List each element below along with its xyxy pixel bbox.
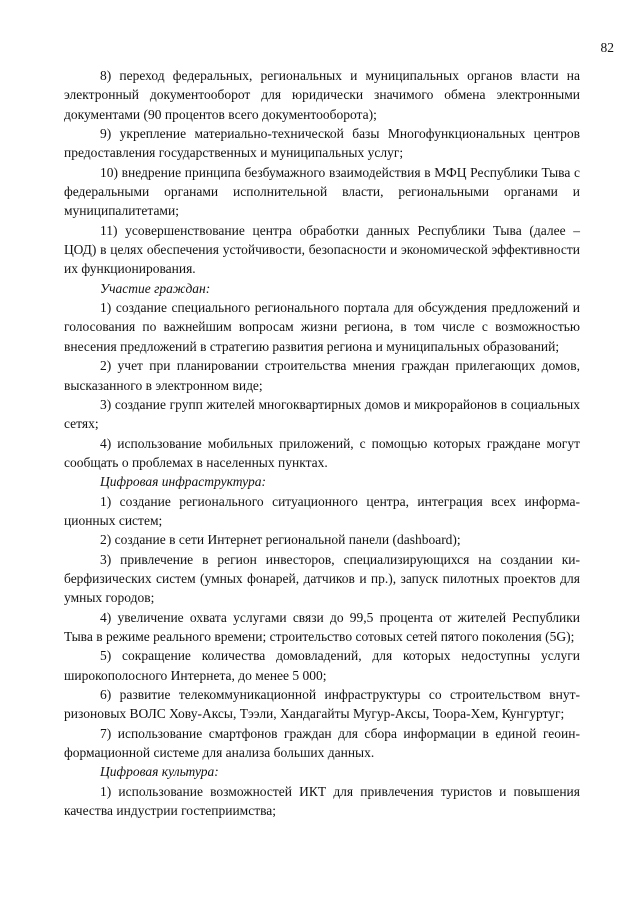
section-heading-digital-infrastructure: Цифровая инфраструктура: — [100, 474, 266, 490]
list-item: 6) развитие телекоммуникационной инфраструктуры со строительством внутризоновых ВОЛС Хову-Аксы, Тээли, Хандагайты Мугур-Аксы, Тоора-Хем, Кунгуртуг; — [64, 687, 580, 722]
list-item: 4) использование мобильных приложений, с помощью которых граждане могут сообщать о проблемах в населенных пунктах. — [64, 435, 580, 470]
page-number: 82 — [600, 40, 614, 55]
list-item: 2) учет при планировании строительства мнения граждан прилегающих домов, высказанного в электронном виде; — [64, 358, 580, 393]
list-item: 9) укрепление материально-технической базы Многофункциональных центров предоставления государственных и муниципальных услуг; — [64, 126, 580, 161]
document-body — [64, 66, 580, 820]
list-item: 10) внедрение принципа безбумажного взаимодействия в МФЦ Республики Тыва с федеральными органами исполнительной власти, региональными органами и муниципалитетами; — [64, 164, 580, 219]
list-item: 7) использование смартфонов граждан для сбора информации в единой геоинформационной системе для анализа больших данных. — [64, 725, 580, 761]
list-item: 1) создание специального регионального портала для обсуждения предложений и голосования по важнейшим вопросам жизни региона, в том числе с возможностью внесения предложений в стратегию развития региона и муниципальных образований; — [64, 300, 580, 354]
section-heading-digital-culture: Цифровая культура: — [100, 764, 219, 780]
list-item: 4) увеличение охвата услугами связи до 99,5 процента от жителей Республики Тыва в режиме реального времени; строительство сотовых сетей пятого поколения (5G); — [64, 609, 580, 644]
list-item: 8) переход федеральных, региональных и муниципальных органов власти на электронный документооборот для юридически значимого обмена электронными документами (90 процентов всего документооборота); — [64, 68, 580, 122]
list-item: 1) использование возможностей ИКТ для привлечения туристов и повышения качества индустрии гостеприимства; — [64, 783, 580, 819]
list-item: 5) сокращение количества домовладений, для которых недоступны услуги широкополосного Интернета, до менее 5 000; — [64, 648, 580, 683]
section-heading-citizens: Участие граждан: — [100, 280, 211, 296]
list-item: 3) создание групп жителей многоквартирных домов и микрорайонов в социальных сетях; — [64, 396, 580, 432]
list-item: 3) привлечение в регион инвесторов, специализирующихся на создании киберфизических систем (умных фонарей, датчиков и пр.), запуск пилотных проектов для умных городов; — [64, 551, 580, 606]
list-item: 2) создание в сети Интернет региональной панели (dashboard); — [100, 532, 461, 548]
list-item: 11) усовершенствование центра обработки данных Республики Тыва (далее – ЦОД) в целях обеспечения устойчивости, безопасности и экономической эффективности их функционирования. — [64, 222, 580, 277]
list-item: 1) создание регионального ситуационного центра, интеграция всех информационных систем; — [64, 493, 580, 528]
